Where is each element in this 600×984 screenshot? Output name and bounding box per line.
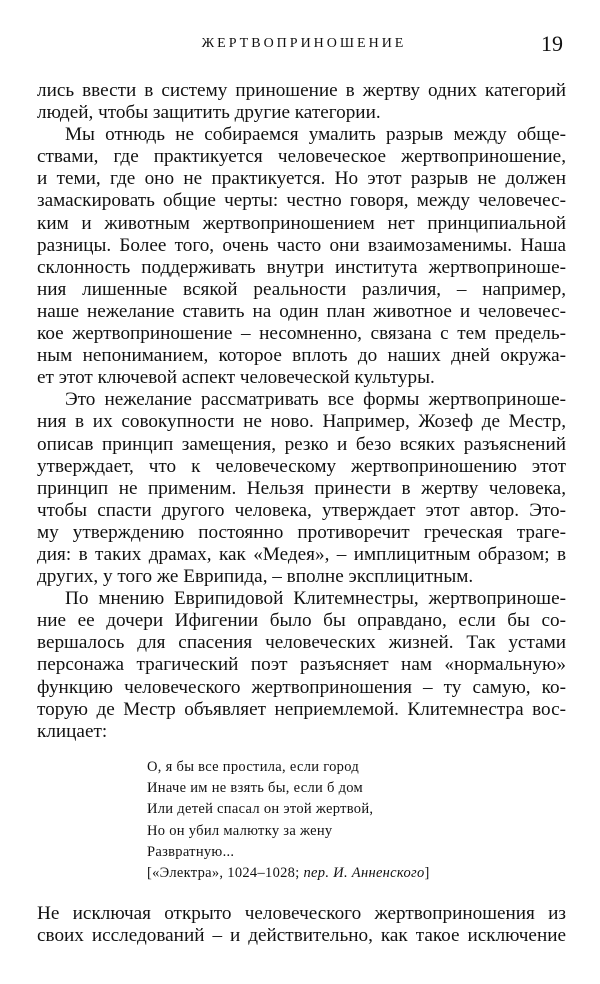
text-line: утверждает, что к человеческому жертвоприношению этот	[37, 455, 566, 477]
paragraph	[37, 588, 566, 743]
text-line: кое жертвоприношение – несомненно, связана с тем предель-	[37, 323, 566, 345]
paragraph	[37, 389, 566, 588]
text-line: му утверждению постоянно противоречит греческая траге-	[37, 521, 566, 543]
poem-quote	[147, 757, 430, 884]
text-line: чтобы спасти другого человека, утверждает этот автор. Это-	[37, 499, 566, 521]
text-line: лись ввести в систему приношение в жертву одних категорий	[37, 80, 566, 101]
text-line: людей, чтобы защитить другие категории.	[37, 102, 381, 124]
text-line: Это нежелание рассматривать все формы жертвоприноше-	[65, 389, 566, 411]
text-line: По мнению Еврипидовой Клитемнестры, жертвоприноше-	[65, 588, 566, 610]
poem-citation	[147, 863, 430, 884]
citation-text: [«Электра», 1024–1028;	[147, 865, 304, 882]
text-line: наше нежелание ставить на один план животное и человечес-	[37, 300, 566, 322]
text-line: торую де Местр объявляет неприемлемой. Клитемнестра вос-	[37, 698, 566, 720]
text-line: описав принцип замещения, резко и безо всяких разъяснений	[37, 433, 566, 455]
running-head: ЖЕРТВОПРИНОШЕНИЕ	[201, 36, 407, 51]
continuing-paragraph	[37, 903, 566, 947]
text-line: клицает:	[37, 720, 108, 742]
text-line: дия: в таких драмах, как «Медея», – имплицитным образом; в	[37, 543, 566, 565]
text-line: вершалось для спасения человеческих жизней. Так устами	[37, 632, 566, 654]
text-line: ствами, где практикуется человеческое жертвоприношение,	[37, 146, 566, 168]
page-number: 19	[541, 31, 563, 56]
text-line: ние ее дочери Ифигении было бы оправдано, если бы со-	[37, 610, 566, 632]
text-line: ния лишенные всякой реальности различия, – например,	[37, 278, 566, 300]
text-line: персонажа трагический поэт разъясняет нам «нормальную»	[37, 654, 566, 676]
text-line: функцию человеческого жертвоприношения – ту самую, ко-	[37, 676, 566, 698]
citation-text: ]	[424, 865, 430, 882]
text-line: ния в их совокупности не ново. Например, Жозеф де Местр,	[37, 411, 566, 433]
paragraph	[37, 124, 566, 389]
poem-line: Иначе им не взять бы, если б дом	[147, 780, 363, 797]
text-line: ным непониманием, которое вплоть до наших дней окружа-	[37, 345, 566, 367]
text-line: Мы отнюдь не собираемся умалить разрыв между обще-	[65, 124, 566, 146]
body-text	[37, 80, 566, 743]
paragraph	[37, 80, 566, 124]
poem-line: Или детей спасал он этой жертвой,	[147, 801, 374, 818]
text-line: своих исследований – и действительно, как такое исключение	[37, 925, 566, 947]
text-line: ким и животным жертвоприношением нет принципиальной	[37, 212, 566, 234]
poem-line: Но он убил малютку за жену	[147, 822, 333, 839]
text-line: замаскировать общие черты: честно говоря, между человечес-	[37, 190, 566, 212]
poem-line: Развратную...	[147, 843, 235, 860]
text-line: разницы. Более того, очень часто они взаимозаменимы. Наша	[37, 234, 566, 256]
text-line: и теми, где оно не практикуется. Но этот разрыв не должен	[37, 168, 566, 190]
citation-translator: пер. И. Анненского	[303, 865, 425, 882]
text-line: Не исключая открыто человеческого жертвоприношения из	[37, 903, 566, 924]
text-line: других, у того же Еврипида, – вполне эксплицитным.	[37, 566, 474, 588]
text-line: принцип не применим. Нельзя принести в жертву человека,	[37, 477, 566, 499]
text-line: ет этот ключевой аспект человеческой культуры.	[37, 367, 435, 389]
text-line: склонность поддерживать внутри института жертвоприноше-	[37, 256, 566, 278]
poem-line: О, я бы все простила, если город	[147, 759, 360, 775]
